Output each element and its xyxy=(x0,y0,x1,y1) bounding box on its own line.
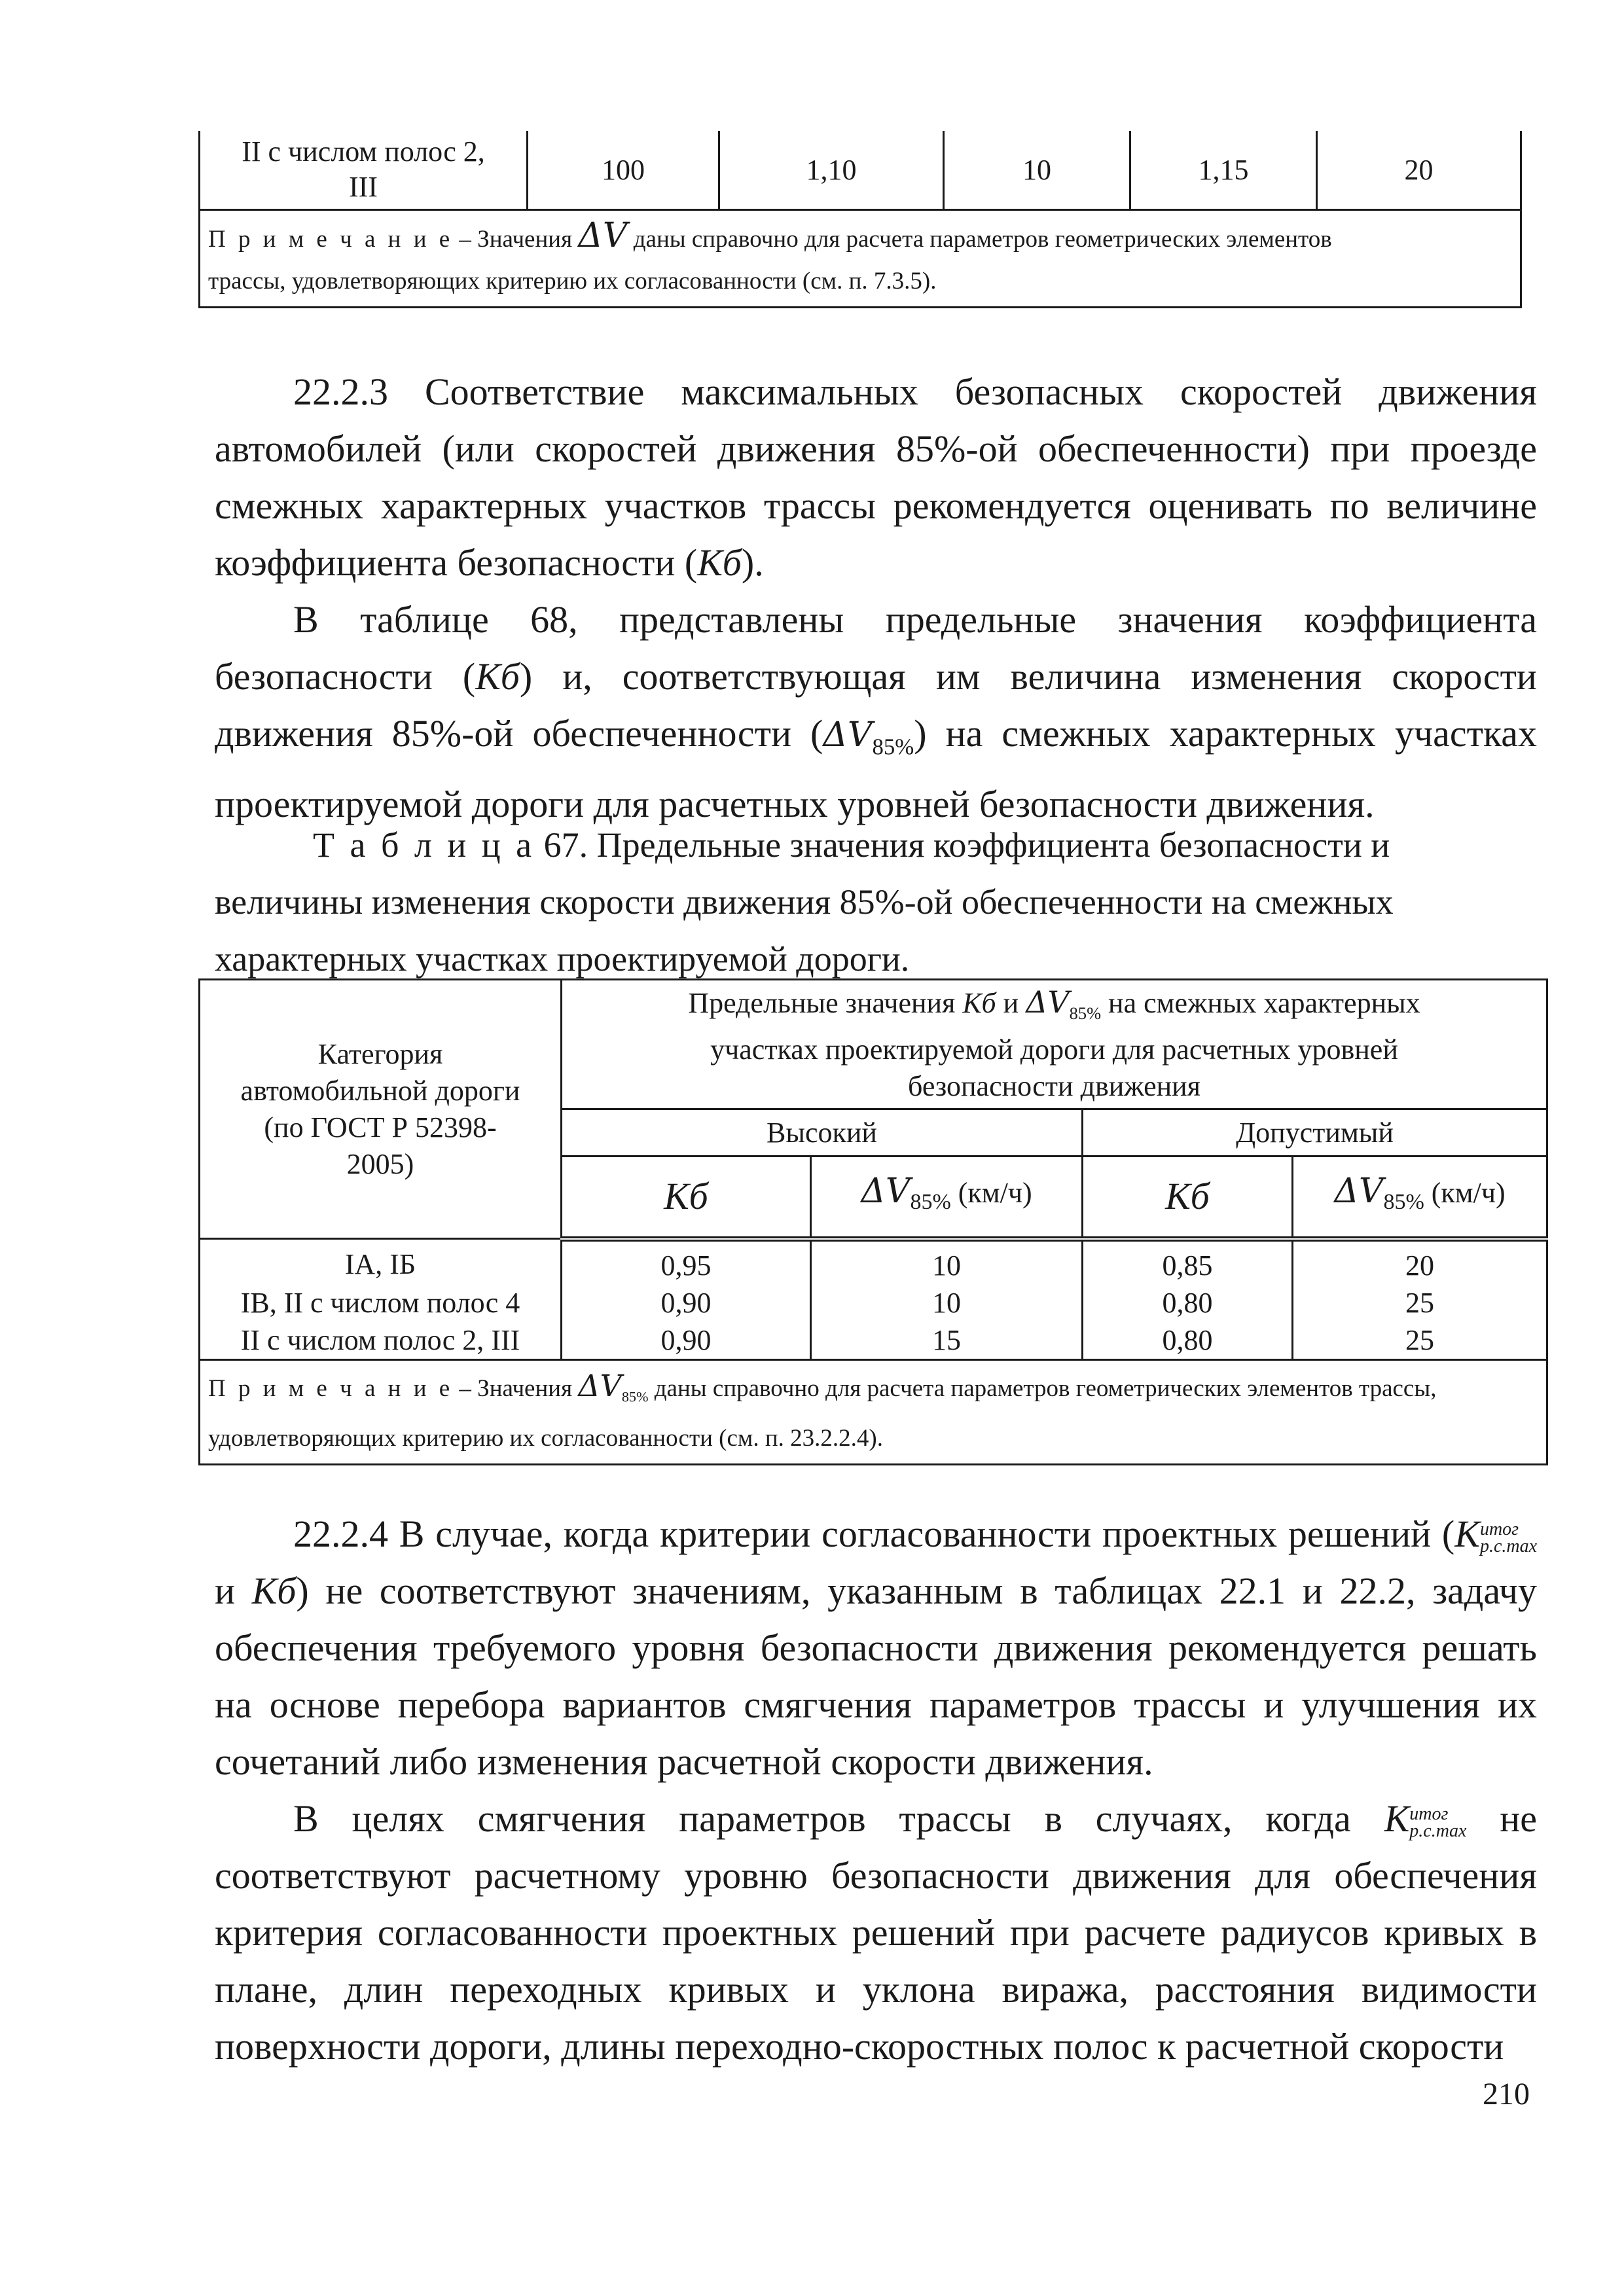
delta-v-symbol: ΔV xyxy=(1334,1171,1384,1211)
text-line: В таблице 68, представлены предельные значения коэффициента xyxy=(293,598,1537,641)
row-dv-allowed: 25 xyxy=(1293,1284,1547,1321)
k-b-symbol: Кб xyxy=(251,1570,297,1612)
col-k-allowed: Кб xyxy=(1083,1157,1293,1239)
row-k-allowed: 0,80 xyxy=(1083,1284,1293,1321)
row-dv-high: 10 xyxy=(811,1284,1083,1321)
header-text: и xyxy=(996,987,1026,1020)
k-total-indices xyxy=(1409,1803,1467,1841)
value-cell: 100 xyxy=(528,131,719,209)
row-dv-high: 15 xyxy=(811,1321,1083,1360)
text-line: улучшения их сочетаний либо изменения расчетной скорости движения. xyxy=(215,1683,1538,1783)
note-text: удовлетворяющих критерию их согласованности (см. п. 23.2.2.4). xyxy=(208,1424,883,1452)
table-caption xyxy=(215,817,1537,988)
text-line: ) на смежных характерных участках xyxy=(914,712,1537,755)
paragraph-22-2-3 xyxy=(215,363,1537,591)
text-line: плане, длин переходных кривых и уклона виража, расстояния видимости xyxy=(215,1968,1537,2011)
subscript: р.с.max xyxy=(1479,1535,1538,1556)
unit-text: (км/ч) xyxy=(950,1176,1032,1209)
paragraph-22-2-4 xyxy=(215,1505,1537,1790)
text-line: ). xyxy=(741,541,764,584)
subscript: 85% xyxy=(910,1189,951,1214)
header-category xyxy=(200,980,562,1239)
row-k-allowed: 0,85 xyxy=(1083,1239,1293,1284)
row-k-high: 0,90 xyxy=(562,1321,811,1360)
text-line: критерия согласованности проектных решений при расчете радиусов кривых в xyxy=(215,1911,1537,1954)
header-text: Предельные значения xyxy=(688,987,963,1020)
k-b-symbol: Кб xyxy=(962,987,996,1020)
text-line: соответствуют расчетному уровню безопасности движения для обеспечения xyxy=(215,1854,1537,1897)
row-k-high: 0,90 xyxy=(562,1284,811,1321)
header-text: на смежных характерных xyxy=(1101,987,1420,1020)
text-line: 22.2.4 В случае, когда критерии согласованности проектных решений xyxy=(293,1513,1432,1555)
table-note xyxy=(200,209,1521,307)
text-line: ) и, соответствующая им величина изменения скорости xyxy=(519,655,1537,698)
row-k-allowed: 0,80 xyxy=(1083,1321,1293,1360)
top-table-fragment xyxy=(198,131,1522,308)
note-text: – Значения xyxy=(453,225,579,253)
text-line: автомобилей (или скоростей движения 85%-ой обеспеченности) при проезде xyxy=(215,427,1537,470)
text-line: решать на основе перебора вариантов смягчения параметров трассы и xyxy=(215,1626,1537,1726)
text-line: ) не соответствуют значениям, указанным в таблицах 22.1 и 22.2, xyxy=(296,1570,1416,1612)
row-category: IВ, II с числом полос 4 xyxy=(200,1284,562,1321)
delta-v-symbol: ΔV xyxy=(1026,984,1070,1020)
header-text: участках проектируемой дороги для расчетных уровней xyxy=(710,1033,1398,1066)
table-row xyxy=(200,1321,1547,1360)
text-line: проектируемой дороги для расчетных уровней безопасности движения. xyxy=(215,782,1375,825)
text-line: 22.2.3 Соответствие максимальных безопасных скоростей движения xyxy=(293,370,1537,413)
header-text: (по ГОСТ Р 52398- xyxy=(264,1111,497,1143)
header-text: безопасности движения xyxy=(908,1069,1200,1102)
note-text: даны справочно для расчета параметров геометрических элементов трассы, xyxy=(648,1374,1437,1402)
header-text: автомобильной дороги xyxy=(240,1074,520,1107)
superscript: итог xyxy=(1409,1803,1449,1824)
subscript: р.с.max xyxy=(1409,1820,1467,1841)
k-total-symbol: K xyxy=(1454,1513,1480,1555)
note-label: П р и м е ч а н и е xyxy=(208,1374,454,1402)
row-dv-high: 10 xyxy=(811,1239,1083,1284)
superscript: итог xyxy=(1479,1518,1519,1539)
value-cell: 10 xyxy=(944,131,1130,209)
caption-text: характерных участках проектируемой дороги. xyxy=(215,939,910,978)
header-text: 2005) xyxy=(346,1147,414,1180)
text-line: движения 85%-ой обеспеченности ( xyxy=(215,712,823,755)
table-row xyxy=(200,1239,1547,1284)
k-b-symbol: Кб xyxy=(697,541,742,584)
text-line: В целях смягчения параметров трассы в случаях, когда xyxy=(293,1797,1384,1840)
delta-v-symbol: ΔV xyxy=(578,1367,622,1403)
page-number: 210 xyxy=(1483,2077,1530,2111)
category-line-1: II с числом полос 2, xyxy=(242,135,485,168)
paragraph-mitigation xyxy=(215,1790,1537,2075)
value-cell: 1,10 xyxy=(719,131,944,209)
note-text: – Значения xyxy=(453,1374,579,1402)
text-line: смежных характерных участков трассы рекомендуется оценивать по величине xyxy=(215,484,1537,527)
subscript: 85% xyxy=(1383,1189,1424,1214)
text-line: не xyxy=(1466,1797,1537,1840)
row-category: II с числом полос 2, III xyxy=(200,1321,562,1360)
col-dv-allowed xyxy=(1293,1157,1547,1239)
text-line: коэффициента безопасности ( xyxy=(215,541,698,584)
paragraph-table-ref xyxy=(215,591,1537,833)
value-cell: 20 xyxy=(1317,131,1521,209)
unit-text: (км/ч) xyxy=(1424,1176,1506,1209)
subscript: 85% xyxy=(872,734,914,760)
text-line: и xyxy=(215,1570,252,1612)
caption-label: Т а б л и ц а xyxy=(313,825,535,865)
level-allowed: Допустимый xyxy=(1083,1109,1547,1157)
value-cell: 1,15 xyxy=(1130,131,1317,209)
col-dv-high xyxy=(811,1157,1083,1239)
subscript: 85% xyxy=(1069,1003,1102,1023)
note-label: П р и м е ч а н и е xyxy=(208,225,454,253)
caption-text: величины изменения скорости движения 85%-ой обеспеченности на смежных xyxy=(215,882,1394,922)
delta-v-symbol: ΔV xyxy=(823,715,873,755)
k-total-symbol: K xyxy=(1384,1797,1410,1840)
k-total-indices xyxy=(1479,1518,1538,1556)
header-limits xyxy=(562,980,1547,1109)
row-dv-allowed: 25 xyxy=(1293,1321,1547,1360)
caption-text: 67. Предельные значения коэффициента безопасности и xyxy=(535,825,1390,865)
text-line: ( xyxy=(1441,1513,1455,1555)
category-cell xyxy=(200,131,528,209)
col-k-high: Кб xyxy=(562,1157,811,1239)
subscript: 85% xyxy=(621,1388,649,1405)
table-67 xyxy=(198,978,1548,1465)
note-text: даны справочно для расчета параметров геометрических элементов xyxy=(627,225,1332,253)
k-b-symbol: Кб xyxy=(475,655,520,698)
row-dv-allowed: 20 xyxy=(1293,1239,1547,1284)
table-note xyxy=(200,1359,1547,1464)
text-line: задачу обеспечения требуемого уровня безопасности движения рекомендуется xyxy=(215,1570,1538,1669)
text-line: поверхности дороги, длины переходно-скоростных полос к расчетной скорости xyxy=(215,2025,1504,2068)
note-text: трассы, удовлетворяющих критерию их согласованности (см. п. 7.3.5). xyxy=(208,267,937,295)
category-line-2: III xyxy=(349,171,378,204)
level-high: Высокий xyxy=(562,1109,1083,1157)
table-row xyxy=(200,1284,1547,1321)
text-line: безопасности ( xyxy=(215,655,476,698)
header-text: Категория xyxy=(317,1037,443,1070)
row-category: IА, IБ xyxy=(200,1239,562,1284)
row-k-high: 0,95 xyxy=(562,1239,811,1284)
delta-v-symbol: ΔV xyxy=(578,215,628,255)
delta-v-symbol: ΔV xyxy=(861,1171,911,1211)
